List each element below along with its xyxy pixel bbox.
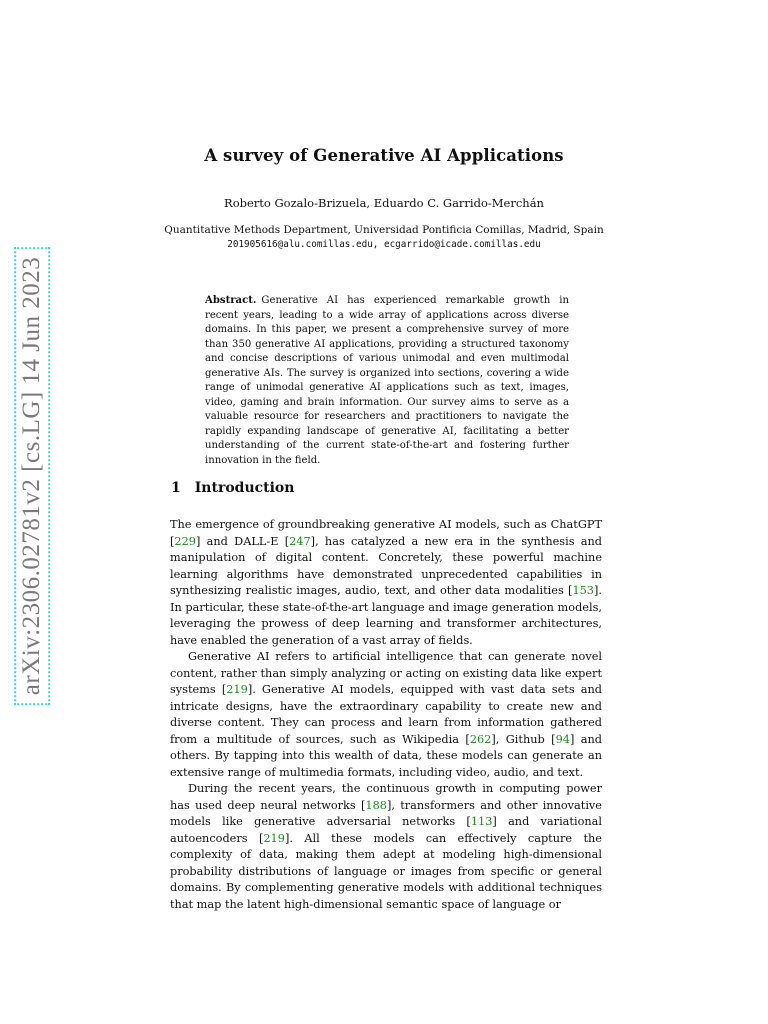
citation-link[interactable]: 188: [365, 798, 387, 812]
citation-link[interactable]: 219: [263, 831, 285, 845]
paragraph-text: ] and others. By tapping into this wealth of data, these models can generate an extensive range of multimedia formats, including video, audio, and text.: [170, 732, 602, 779]
paragraph-text: During the recent years, the continuous growth in computing power has used deep neural networks [: [170, 782, 602, 812]
author-emails: 201905616@alu.comillas.edu, ecgarrido@icade.comillas.edu: [227, 239, 541, 250]
citation-link[interactable]: 219: [226, 683, 248, 696]
abstract-label: Abstract.: [205, 295, 257, 306]
citation-link[interactable]: 153: [572, 584, 594, 597]
section-title: Introduction: [194, 480, 295, 496]
paragraph-3: [170, 781, 602, 913]
paper-authors: Roberto Gozalo-Brizuela, Eduardo C. Garrido-Merchán: [224, 196, 544, 210]
arxiv-margin-stamp: [10, 246, 54, 706]
introduction-body: [170, 517, 602, 913]
citation-link[interactable]: 229: [174, 534, 196, 548]
citation-link[interactable]: 262: [469, 732, 492, 746]
paragraph-text: ], transformers and other innovative models like generative adversarial networks [: [170, 798, 602, 828]
paragraph-text: ] and DALL-E [: [195, 534, 290, 548]
citation-link[interactable]: 94: [555, 732, 570, 746]
author-affiliation: Quantitative Methods Department, Universidad Pontificia Comillas, Madrid, Spain: [164, 224, 604, 236]
paragraph-text: ]. All these models can effectively capture the complexity of data, making them adept at modeling high-dimensional probability distributions of language or images from specific or general domains. By complementing generative models with additional techniques that map the latent high-dimensional semantic space of language or: [170, 831, 602, 911]
paragraph-text: ], has catalyzed a new era in the synthesis and manipulation of digital content. Concretely, these powerful machine learning algorithms have demonstrated unprecedented capabilities in synthesizing realistic images, audio, text, and other data modalities [: [170, 534, 602, 597]
citation-link[interactable]: 113: [470, 815, 493, 828]
abstract-text: Generative AI has experienced remarkable growth in recent years, leading to a wide array of applications across diverse domains. In this paper, we present a comprehensive survey of more than 350 generative AI applications, providing a structured taxonomy and concise descriptions of various unimodal and even multimodal generative AIs. The survey is organized into sections, covering a wide range of unimodal generative AI applications such as text, images, video, gaming and brain information. Our survey aims to serve as a valuable resource for researchers and practitioners to navigate the rapidly expanding landscape of generative AI, facilitating a better understanding of the current state-of-the-art and fostering further innovation in the field.: [205, 295, 569, 466]
paragraph-text: ]. Generative AI models, equipped with vast data sets and intricate designs, have the extraordinary capability to create new and diverse content. They can process and learn from information gathered from a multitude of sources, such as Wikipedia [: [170, 683, 602, 746]
paragraph-2: [170, 649, 602, 781]
paragraph-1: [170, 517, 602, 649]
paragraph-text: ] and variational autoencoders [: [170, 815, 602, 845]
section-heading: [171, 480, 294, 496]
abstract-block: [205, 294, 569, 468]
paragraph-text: ]. In particular, these state-of-the-art language and image generation models, leveraging the prowess of deep learning and transformer architectures, have enabled the generation of a vast array of fields.: [170, 584, 602, 647]
paragraph-text: The emergence of groundbreaking generative AI models, such as ChatGPT [: [170, 518, 602, 548]
section-number: 1: [171, 480, 181, 496]
citation-link[interactable]: 247: [289, 534, 311, 548]
arxiv-identifier[interactable]: arXiv:2306.02781v2 [cs.LG] 14 Jun 2023: [14, 247, 50, 705]
paper-title: A survey of Generative AI Applications: [204, 146, 564, 165]
paragraph-text: ], Github [: [491, 732, 556, 746]
paragraph-text: Generative AI refers to artificial intelligence that can generate novel content, rather than simply analyzing or acting on existing data like expert systems [: [170, 650, 602, 696]
